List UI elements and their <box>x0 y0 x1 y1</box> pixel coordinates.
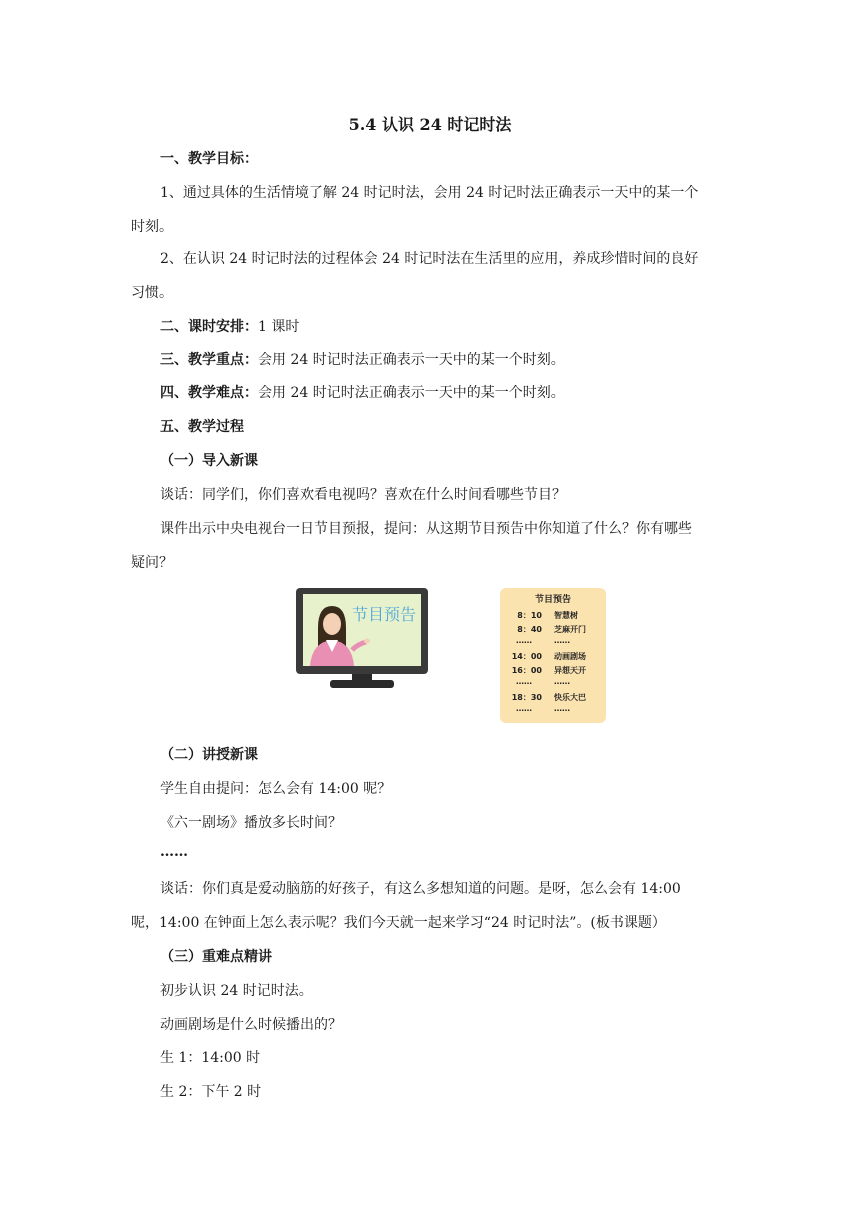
program-schedule-card <box>500 588 606 723</box>
part-3-para-2: 动画剧场是什么时候播出的？ <box>160 1017 342 1033</box>
section-schedule-text: 1 课时 <box>258 319 300 335</box>
part-1-para-2-line-2: 疑问？ <box>131 555 173 571</box>
program-row: 14：00 动画剧场 <box>511 652 586 661</box>
program-row: …… …… <box>516 704 570 713</box>
part-3-para-4: 生 2：下午 2 时 <box>160 1084 262 1100</box>
tv-neck <box>352 674 372 680</box>
part-3-heading: （三）重难点精讲 <box>160 949 272 965</box>
tv-stand <box>330 680 394 688</box>
part-1-para-2-line-1: 课件出示中央电视台一日节目预报，提问：从这期节目预告中你知道了什么？你有哪些 <box>160 521 692 537</box>
part-2-para-4-line-1: 谈话：你们真是爱动脑筋的好孩子，有这么多想知道的问题。是呀，怎么会有 14:00 <box>160 881 681 897</box>
part-2-ellipsis: …… <box>160 844 188 860</box>
section-goals-heading: 一、教学目标： <box>160 151 258 167</box>
section-process-heading: 五、教学过程 <box>160 419 244 435</box>
section-key-points-text: 会用 24 时记时法正确表示一天中的某一个时刻。 <box>258 352 565 368</box>
program-row: …… …… <box>516 677 570 686</box>
tv-illustration <box>296 588 428 690</box>
section-key-points <box>160 349 565 369</box>
goal-1-line-2: 时刻。 <box>131 219 173 235</box>
part-2-para-2: 《六一剧场》播放多长时间？ <box>160 815 342 831</box>
section-key-points-label: 三、教学重点： <box>160 352 258 368</box>
part-2-para-1: 学生自由提问：怎么会有 14:00 呢？ <box>160 781 392 797</box>
program-schedule-title: 节目预告 <box>534 595 571 605</box>
program-row: …… …… <box>516 636 570 645</box>
goal-2-line-2: 习惯。 <box>131 285 173 301</box>
goal-1-line-1: 1、通过具体的生活情境了解 24 时记时法，会用 24 时记时法正确表示一天中的某一个 <box>160 185 699 201</box>
part-1-heading: （一）导入新课 <box>160 453 258 469</box>
goal-2-line-1: 2、在认识 24 时记时法的过程体会 24 时记时法在生活里的应用，养成珍惜时间的良好 <box>160 251 699 267</box>
part-2-heading: （二）讲授新课 <box>160 747 258 763</box>
part-3-para-3: 生 1：14:00 时 <box>160 1050 261 1066</box>
section-difficulties-text: 会用 24 时记时法正确表示一天中的某一个时刻。 <box>258 385 565 401</box>
section-schedule <box>160 316 299 336</box>
tv-caption: 节目预告 <box>351 605 417 624</box>
program-row: 18：30 快乐大巴 <box>511 693 586 702</box>
part-3-para-1: 初步认识 24 时记时法。 <box>160 983 313 999</box>
lesson-title: 5.4 认识 24 时记时法 <box>348 115 512 134</box>
section-schedule-label: 二、课时安排： <box>160 319 258 335</box>
program-row: 8：10 智慧树 <box>517 611 578 620</box>
program-row: 8：40 芝麻开门 <box>517 625 586 634</box>
section-difficulties-label: 四、教学难点： <box>160 385 258 401</box>
part-1-para-1: 谈话：同学们，你们喜欢看电视吗？喜欢在什么时间看哪些节目？ <box>160 487 566 503</box>
program-row: 16：00 异想天开 <box>511 666 586 675</box>
part-2-para-4-line-2: 呢，14:00 在钟面上怎么表示呢？我们今天就一起来学习“24 时记时法”。(板书课题） <box>131 915 666 931</box>
section-difficulties <box>160 382 565 402</box>
